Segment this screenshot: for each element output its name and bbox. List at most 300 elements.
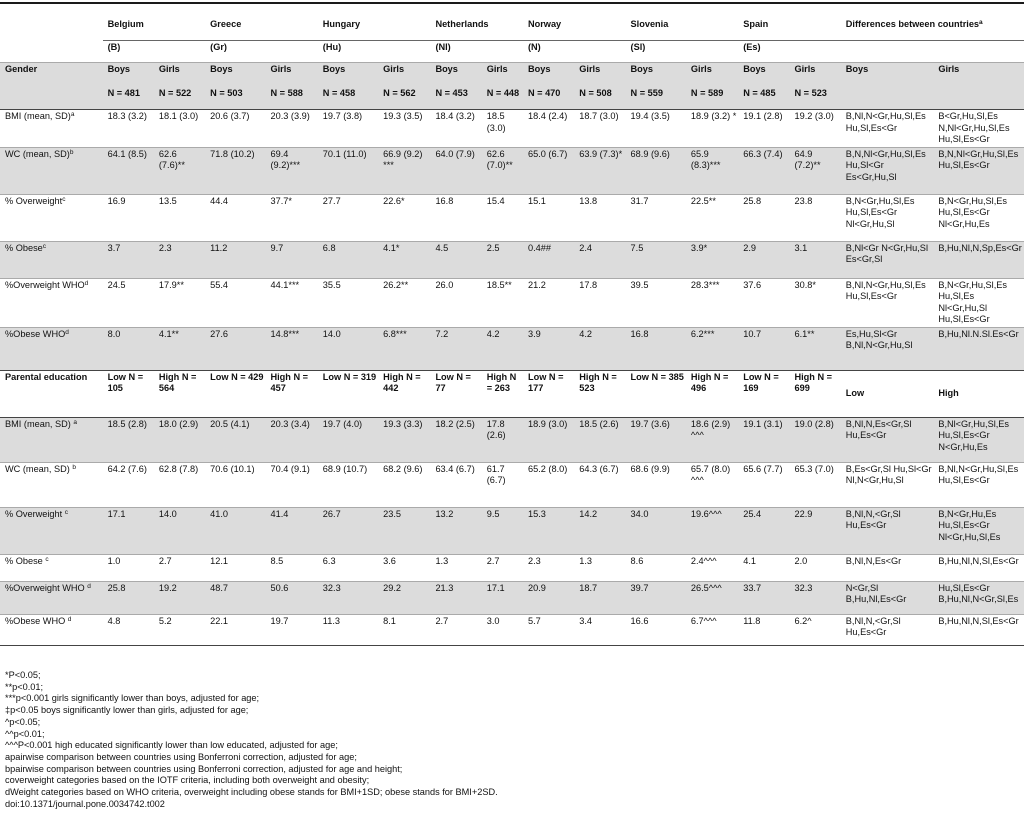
country-abbr: (Hu) (322, 41, 342, 52)
diff-high-cell: Hu,Sl,Es<Gr B,Hu,Nl,N<Gr,Sl,Es (933, 581, 1024, 614)
value-cell: 44.4 (205, 194, 265, 241)
value-cell: 19.6^^^ (686, 507, 738, 554)
sample-size: N = 470 (523, 87, 574, 110)
value-cell: 26.7 (318, 507, 378, 554)
value-cell: 19.3 (3.5) (378, 110, 430, 148)
value-cell: 18.5 (2.6) (574, 417, 625, 462)
sample-size: N = 448 (482, 87, 523, 110)
value-cell: 3.4 (574, 614, 625, 645)
footnote-line: ^p<0.05; (5, 716, 41, 727)
value-cell: 17.8 (2.6) (482, 417, 523, 462)
value-cell: 48.7 (205, 581, 265, 614)
education-row (0, 462, 1024, 507)
value-cell: 4.2 (574, 327, 625, 370)
footnote-marker: a (73, 418, 78, 426)
footnote-marker: b (72, 463, 77, 471)
value-cell: 3.1 (789, 241, 840, 278)
value-cell: 6.3 (318, 554, 378, 581)
results-table (0, 18, 1024, 646)
row-label: %Overweight WHO $^d$ (0, 581, 103, 614)
value-cell: 13.8 (574, 194, 625, 241)
value-cell: 8.1 (378, 614, 430, 645)
education-row (0, 417, 1024, 462)
education-row (0, 581, 1024, 614)
boys-header: Boys (626, 63, 686, 88)
value-cell: 62.6 (7.0)** (482, 147, 523, 194)
footnote-marker: b (69, 148, 74, 156)
value-cell: 17.9** (154, 278, 205, 327)
gender-row (0, 278, 1024, 327)
row-label: WC (mean, SD) $^b$ (0, 462, 103, 507)
value-cell: 13.5 (154, 194, 205, 241)
value-cell: 8.6 (626, 554, 686, 581)
value-cell: 3.9* (686, 241, 738, 278)
value-cell: 2.7 (430, 614, 481, 645)
diff-high-header: High (933, 370, 1024, 417)
value-cell: 15.4 (482, 194, 523, 241)
value-cell: 22.9 (789, 507, 840, 554)
sample-size: N = 562 (378, 87, 430, 110)
value-cell: 18.2 (2.5) (430, 417, 481, 462)
footnote-marker: d (84, 279, 89, 287)
value-cell: 1.3 (430, 554, 481, 581)
boys-header: Boys (523, 63, 574, 88)
table-top-rule (0, 2, 1024, 4)
education-row (0, 554, 1024, 581)
footnote-line: ‡p<0.05 boys significantly lower than girls, adjusted for age; (5, 705, 249, 716)
education-row (0, 614, 1024, 645)
value-cell: 70.6 (10.1) (205, 462, 265, 507)
row-label: BMI (mean, SD)$^a$ (0, 110, 103, 148)
value-cell: 6.2*** (686, 327, 738, 370)
value-cell: 62.6 (7.6)** (154, 147, 205, 194)
value-cell: 68.2 (9.6) (378, 462, 430, 507)
footnote-marker: a (70, 111, 75, 118)
value-cell: 23.5 (378, 507, 430, 554)
sample-size: N = 508 (574, 87, 625, 110)
value-cell: 3.7 (103, 241, 154, 278)
value-cell: 2.9 (738, 241, 789, 278)
value-cell: 1.3 (574, 554, 625, 581)
value-cell: 26.5^^^ (686, 581, 738, 614)
value-cell: 66.3 (7.4) (738, 147, 789, 194)
row-label: % Overweight$^c$ (0, 194, 103, 241)
value-cell: 1.0 (103, 554, 154, 581)
value-cell: 11.2 (205, 241, 265, 278)
value-cell: 16.9 (103, 194, 154, 241)
value-cell: 30.8* (789, 278, 840, 327)
low-header: Low N = 319 (318, 370, 378, 417)
value-cell: 22.6* (378, 194, 430, 241)
value-cell: 10.7 (738, 327, 789, 370)
value-cell: 65.2 (8.0) (523, 462, 574, 507)
footnote-marker: c (64, 508, 68, 516)
value-cell: 19.7 (265, 614, 317, 645)
value-cell: 4.1 (738, 554, 789, 581)
value-cell: 12.1 (205, 554, 265, 581)
value-cell: 6.7^^^ (686, 614, 738, 645)
footnote-line: ^^^P<0.001 high educated significantly lower than low educated, adjusted for age; (5, 740, 338, 751)
value-cell: 18.0 (2.9) (154, 417, 205, 462)
value-cell: 18.5 (2.8) (103, 417, 154, 462)
value-cell: 64.3 (6.7) (574, 462, 625, 507)
value-cell: 68.9 (10.7) (318, 462, 378, 507)
value-cell: 64.1 (8.5) (103, 147, 154, 194)
value-cell: 65.6 (7.7) (738, 462, 789, 507)
differences-header: Differences between countries$^a$ (841, 18, 1024, 40)
header-empty (0, 87, 103, 110)
value-cell: 6.8*** (378, 327, 430, 370)
value-cell: 19.7 (4.0) (318, 417, 378, 462)
high-header: High N = 564 (154, 370, 205, 417)
diff-high-cell: B,Hu,Nl,N,Sl,Es<Gr (933, 614, 1024, 645)
country-header-row (0, 18, 1024, 40)
country-name: Belgium (103, 18, 206, 40)
sample-size: N = 458 (318, 87, 378, 110)
footnote-line: ***p<0.001 girls significantly lower than boys, adjusted for age; (5, 693, 260, 704)
value-cell: 61.7 (6.7) (482, 462, 523, 507)
value-cell: 25.4 (738, 507, 789, 554)
high-header: High N = 263 (482, 370, 523, 417)
value-cell: 68.6 (9.9) (626, 462, 686, 507)
value-cell: 17.1 (482, 581, 523, 614)
value-cell: 5.2 (154, 614, 205, 645)
boys-header: Boys (738, 63, 789, 88)
value-cell: 20.9 (523, 581, 574, 614)
value-cell: 22.1 (205, 614, 265, 645)
diff-girls-cell: B,N,Nl<Gr,Hu,Sl,Es Hu,Sl,Es<Gr (933, 147, 1024, 194)
value-cell: 19.7 (3.8) (318, 110, 378, 148)
value-cell: 18.4 (3.2) (430, 110, 481, 148)
value-cell: 39.5 (626, 278, 686, 327)
value-cell: 65.0 (6.7) (523, 147, 574, 194)
value-cell: 69.4 (9.2)*** (265, 147, 317, 194)
gender-row (0, 194, 1024, 241)
value-cell: 68.9 (9.6) (626, 147, 686, 194)
value-cell: 16.8 (626, 327, 686, 370)
high-header: High N = 523 (574, 370, 625, 417)
footnote-marker: c (62, 195, 66, 203)
value-cell: 4.1** (154, 327, 205, 370)
girls-header: Girls (482, 63, 523, 88)
diff-low-header: Low (841, 370, 934, 417)
sample-size: N = 559 (626, 87, 686, 110)
row-label: WC (mean, SD)$^b$ (0, 147, 103, 194)
value-cell: 70.1 (11.0) (318, 147, 378, 194)
diff-girls-header: Girls (933, 63, 1024, 88)
diff-high-cell: B,N<Gr,Hu,Es Hu,Sl,Es<Gr Nl<Gr,Hu,Sl,Es (933, 507, 1024, 554)
education-label: Parental education (0, 370, 103, 417)
diff-boys-header: Boys (841, 63, 934, 88)
row-label: % Overweight $^c$ (0, 507, 103, 554)
gender-label: Gender (0, 63, 103, 88)
value-cell: 18.7 (3.0) (574, 110, 625, 148)
value-cell: 2.4 (574, 241, 625, 278)
value-cell: 20.3 (3.4) (265, 417, 317, 462)
value-cell: 64.2 (7.6) (103, 462, 154, 507)
value-cell: 16.8 (430, 194, 481, 241)
country-abbr: (B) (107, 41, 121, 52)
girls-header: Girls (574, 63, 625, 88)
sample-size: N = 503 (205, 87, 265, 110)
country-abbr: (N) (527, 41, 541, 52)
footnote-marker: d (65, 328, 69, 336)
diff-girls-cell: B,N<Gr,Hu,Sl,Es Hu,Sl,Es<Gr Nl<Gr,Hu,Es (933, 194, 1024, 241)
value-cell: 4.5 (430, 241, 481, 278)
header-empty (841, 87, 934, 110)
value-cell: 18.6 (2.9) ^^^ (686, 417, 738, 462)
value-cell: 27.6 (205, 327, 265, 370)
value-cell: 15.3 (523, 507, 574, 554)
value-cell: 18.5** (482, 278, 523, 327)
country-name: Norway (523, 18, 626, 40)
diff-low-cell: B,Nl,N,Es<Gr,Sl Hu,Es<Gr (841, 417, 934, 462)
value-cell: 25.8 (738, 194, 789, 241)
value-cell: 17.1 (103, 507, 154, 554)
value-cell: 20.3 (3.9) (265, 110, 317, 148)
value-cell: 37.7* (265, 194, 317, 241)
bottom-rule (0, 645, 1024, 646)
value-cell: 20.6 (3.7) (205, 110, 265, 148)
value-cell: 24.5 (103, 278, 154, 327)
country-name: Slovenia (626, 18, 739, 40)
value-cell: 27.7 (318, 194, 378, 241)
value-cell: 41.0 (205, 507, 265, 554)
header-empty (0, 18, 103, 40)
value-cell: 65.9 (8.3)*** (686, 147, 738, 194)
value-cell: 2.3 (523, 554, 574, 581)
footnote-marker: a (979, 19, 983, 26)
value-cell: 39.7 (626, 581, 686, 614)
girls-header: Girls (789, 63, 840, 88)
footnote-marker: d (87, 582, 91, 590)
gender-row (0, 110, 1024, 148)
value-cell: 18.5 (3.0) (482, 110, 523, 148)
value-cell: 15.1 (523, 194, 574, 241)
country-abbr: (Nl) (435, 41, 451, 52)
footnote-line: doi:10.1371/journal.pone.0034742.t002 (5, 798, 165, 809)
value-cell: 14.0 (318, 327, 378, 370)
value-cell: 7.5 (626, 241, 686, 278)
value-cell: 19.4 (3.5) (626, 110, 686, 148)
value-cell: 70.4 (9.1) (265, 462, 317, 507)
value-cell: 3.0 (482, 614, 523, 645)
row-label: %Overweight WHO$^d$ (0, 278, 103, 327)
value-cell: 55.4 (205, 278, 265, 327)
diff-boys-cell: B,Nl,N<Gr,Hu,Sl,Es Hu,Sl,Es<Gr (841, 110, 934, 148)
value-cell: 64.0 (7.9) (430, 147, 481, 194)
value-cell: 19.1 (3.1) (738, 417, 789, 462)
value-cell: 31.7 (626, 194, 686, 241)
abbr-header-row (0, 40, 1024, 63)
sample-size: N = 453 (430, 87, 481, 110)
value-cell: 18.7 (574, 581, 625, 614)
footnote-line: coverweight categories based on the IOTF criteria, including both overweight and obesity; (5, 775, 370, 786)
value-cell: 6.1** (789, 327, 840, 370)
footnote-marker: c (42, 242, 47, 250)
value-cell: 19.2 (154, 581, 205, 614)
gender-header-row (0, 63, 1024, 88)
value-cell: 11.8 (738, 614, 789, 645)
value-cell: 18.1 (3.0) (154, 110, 205, 148)
country-name: Greece (205, 18, 318, 40)
value-cell: 50.6 (265, 581, 317, 614)
boys-header: Boys (103, 63, 154, 88)
diff-boys-cell: B,N,Nl<Gr,Hu,Sl,Es Hu,Sl<Gr Es<Gr,Hu,Sl (841, 147, 934, 194)
value-cell: 19.3 (3.3) (378, 417, 430, 462)
header-empty (841, 40, 1024, 63)
footnote-line: *P<0.05; (5, 670, 41, 680)
value-cell: 3.6 (378, 554, 430, 581)
diff-girls-cell: B,Hu,Nl,N,Sp,Es<Gr (933, 241, 1024, 278)
boys-header: Boys (205, 63, 265, 88)
value-cell: 29.2 (378, 581, 430, 614)
footnote-line: dWeight categories based on WHO criteria, overweight including obese stands for BMI+1SD; obese stands for BMI+2SD. (5, 787, 498, 798)
diff-girls-cell: B,Hu,Nl.N.Sl.Es<Gr (933, 327, 1024, 370)
low-header: Low N = 105 (103, 370, 154, 417)
value-cell: 63.9 (7.3)* (574, 147, 625, 194)
value-cell: 33.7 (738, 581, 789, 614)
value-cell: 26.2** (378, 278, 430, 327)
value-cell: 9.7 (265, 241, 317, 278)
sample-size: N = 481 (103, 87, 154, 110)
value-cell: 4.1* (378, 241, 430, 278)
gender-row (0, 147, 1024, 194)
sample-size: N = 522 (154, 87, 205, 110)
value-cell: 65.7 (8.0) ^^^ (686, 462, 738, 507)
value-cell: 66.9 (9.2) *** (378, 147, 430, 194)
table-footnotes (5, 670, 498, 810)
value-cell: 8.0 (103, 327, 154, 370)
value-cell: 32.3 (789, 581, 840, 614)
girls-header: Girls (686, 63, 738, 88)
value-cell: 6.2^ (789, 614, 840, 645)
diff-low-cell: B,Nl,N,Es<Gr (841, 554, 934, 581)
gender-row (0, 241, 1024, 278)
girls-header: Girls (154, 63, 205, 88)
value-cell: 32.3 (318, 581, 378, 614)
value-cell: 19.2 (3.0) (789, 110, 840, 148)
header-empty (0, 40, 103, 63)
value-cell: 26.0 (430, 278, 481, 327)
low-header: Low N = 169 (738, 370, 789, 417)
diff-boys-cell: B,Nl<Gr N<Gr,Hu,Sl Es<Gr,Sl (841, 241, 934, 278)
value-cell: 37.6 (738, 278, 789, 327)
value-cell: 14.0 (154, 507, 205, 554)
sample-size-row (0, 87, 1024, 110)
footnote-line: **p<0.01; (5, 681, 44, 692)
value-cell: 41.4 (265, 507, 317, 554)
diff-boys-cell: Es,Hu,Sl<Gr B,Nl,N<Gr,Hu,Sl (841, 327, 934, 370)
value-cell: 16.6 (626, 614, 686, 645)
value-cell: 6.8 (318, 241, 378, 278)
bottom-rule-row (0, 645, 1024, 646)
value-cell: 23.8 (789, 194, 840, 241)
country-abbr: (Gr) (210, 41, 227, 52)
value-cell: 4.2 (482, 327, 523, 370)
value-cell: 62.8 (7.8) (154, 462, 205, 507)
country-name: Spain (738, 18, 841, 40)
footnote-marker: c (45, 555, 49, 563)
value-cell: 71.8 (10.2) (205, 147, 265, 194)
footnote-line: ^^p<0.01; (5, 728, 45, 739)
value-cell: 5.7 (523, 614, 574, 645)
diff-girls-cell: B,N<Gr,Hu,Sl,Es Hu,Sl,Es Nl<Gr,Hu,Sl Hu,Sl,Es<Gr (933, 278, 1024, 327)
diff-high-cell: B,Hu,Nl,N,Sl,Es<Gr (933, 554, 1024, 581)
value-cell: 0.4## (523, 241, 574, 278)
header-empty (933, 87, 1024, 110)
low-header: Low N = 77 (430, 370, 481, 417)
diff-low-cell: B,Nl,N,<Gr,Sl Hu,Es<Gr (841, 614, 934, 645)
value-cell: 17.8 (574, 278, 625, 327)
value-cell: 13.2 (430, 507, 481, 554)
value-cell: 9.5 (482, 507, 523, 554)
row-label: %Obese WHO$^d$ (0, 327, 103, 370)
value-cell: 20.5 (4.1) (205, 417, 265, 462)
high-header: High N = 442 (378, 370, 430, 417)
diff-high-cell: B,Nl<Gr,Hu,Sl,Es Hu,Sl,Es<Gr N<Gr,Hu,Es (933, 417, 1024, 462)
diff-girls-cell: B<Gr,Hu,Sl,Es N,Nl<Gr,Hu,Sl,Es Hu,Sl,Es<Gr (933, 110, 1024, 148)
value-cell: 25.8 (103, 581, 154, 614)
sample-size: N = 589 (686, 87, 738, 110)
boys-header: Boys (318, 63, 378, 88)
gender-row (0, 327, 1024, 370)
diff-low-cell: N<Gr,Sl B,Hu,Nl,Es<Gr (841, 581, 934, 614)
education-header-row (0, 370, 1024, 417)
value-cell: 65.3 (7.0) (789, 462, 840, 507)
diff-low-cell: B,Es<Gr,Sl Hu,Sl<Gr Nl,N<Gr,Hu,Sl (841, 462, 934, 507)
value-cell: 14.2 (574, 507, 625, 554)
value-cell: 19.1 (2.8) (738, 110, 789, 148)
high-header: High N = 457 (265, 370, 317, 417)
value-cell: 21.2 (523, 278, 574, 327)
footnote-marker: d (67, 615, 72, 623)
value-cell: 2.3 (154, 241, 205, 278)
value-cell: 4.8 (103, 614, 154, 645)
value-cell: 2.5 (482, 241, 523, 278)
diff-high-cell: B,Nl,N<Gr,Hu,Sl,Es Hu,Sl,Es<Gr (933, 462, 1024, 507)
value-cell: 18.4 (2.4) (523, 110, 574, 148)
high-header: High N = 496 (686, 370, 738, 417)
value-cell: 2.0 (789, 554, 840, 581)
value-cell: 18.3 (3.2) (103, 110, 154, 148)
value-cell: 44.1*** (265, 278, 317, 327)
sample-size: N = 485 (738, 87, 789, 110)
row-label: % Obese $^c$ (0, 554, 103, 581)
girls-header: Girls (378, 63, 430, 88)
country-name: Netherlands (430, 18, 523, 40)
value-cell: 2.7 (482, 554, 523, 581)
low-header: Low N = 177 (523, 370, 574, 417)
value-cell: 18.9 (3.2) * (686, 110, 738, 148)
value-cell: 64.9 (7.2)** (789, 147, 840, 194)
value-cell: 63.4 (6.7) (430, 462, 481, 507)
value-cell: 11.3 (318, 614, 378, 645)
value-cell: 8.5 (265, 554, 317, 581)
low-header: Low N = 385 (626, 370, 686, 417)
diff-low-cell: B,Nl,N,<Gr,Sl Hu,Es<Gr (841, 507, 934, 554)
value-cell: 19.0 (2.8) (789, 417, 840, 462)
row-label: BMI (mean, SD) $^a$ (0, 417, 103, 462)
row-label: %Obese WHO $^d$ (0, 614, 103, 645)
girls-header: Girls (265, 63, 317, 88)
diff-boys-cell: B,N<Gr,Hu,Sl,Es Hu,Sl,Es<Gr Nl<Gr,Hu,Sl (841, 194, 934, 241)
row-label: % Obese$^c$ (0, 241, 103, 278)
value-cell: 35.5 (318, 278, 378, 327)
value-cell: 21.3 (430, 581, 481, 614)
high-header: High N = 699 (789, 370, 840, 417)
value-cell: 7.2 (430, 327, 481, 370)
